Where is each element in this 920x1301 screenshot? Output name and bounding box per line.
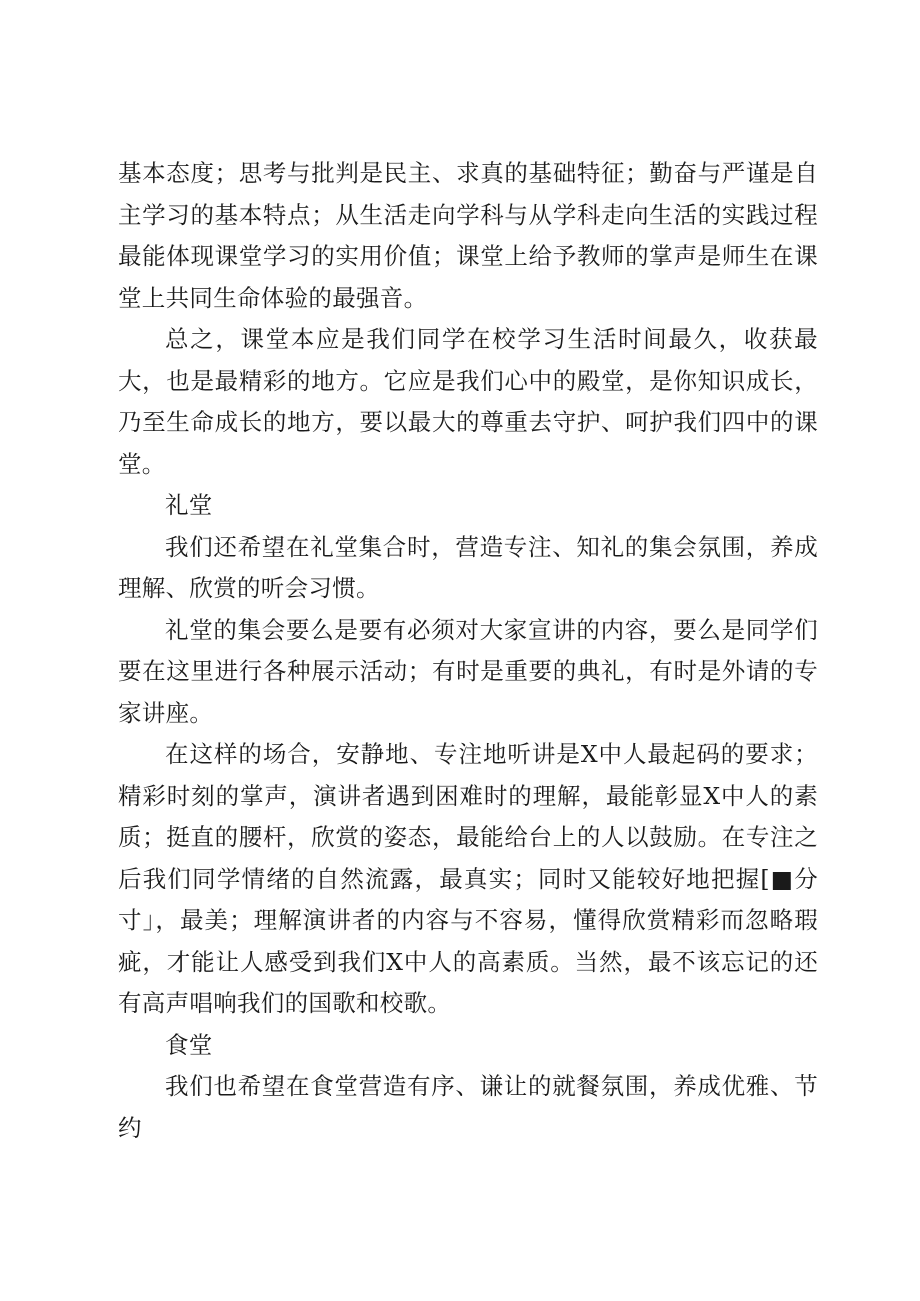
section-heading-canteen: 食堂 [165, 1030, 213, 1059]
paragraph-auditorium-hope: 我们还希望在礼堂集合时，营造专注、知礼的集会氛围，养成理解、欣赏的听会习惯。 [118, 532, 818, 602]
document-page [118, 153, 818, 1149]
paragraph-auditorium-purpose: 礼堂的集会要么是要有必须对大家宣讲的内容，要么是同学们要在这里进行各种展示活动；有时是重要的典礼，有时是外请的专家讲座。 [118, 615, 818, 727]
paragraph-classroom-summary: 总之，课堂本应是我们同学在校学习生活时间最久，收获最大，也是最精彩的地方。它应是我们心中的殿堂，是你知识成长，乃至生命成长的地方，要以最大的尊重去守护、呵护我们四中的课堂。 [118, 325, 818, 478]
paragraph-auditorium-conduct: 在这样的场合，安静地、专注地听讲是X中人最起码的要求；精彩时刻的掌声，演讲者遇到困难时的理解，最能彰显X中人的素质；挺直的腰杆，欣赏的姿态，最能给台上的人以鼓励。在专注之后我们同学情绪的自然流露，最真实；同时又能较好地把握[■分寸」，最美；理解演讲者的内容与不容易，懂得欣赏精彩而忽略瑕疵，才能让人感受到我们X中人的高素质。当然，最不该忘记的还有高声唱响我们的国歌和校歌。 [118, 740, 818, 1017]
section-heading-auditorium: 礼堂 [165, 491, 213, 519]
paragraph-continuation: 基本态度；思考与批判是民主、求真的基础特征；勤奋与严谨是自主学习的基本特点；从生活走向学科与从学科走向生活的实践过程最能体现课堂学习的实用价值；课堂上给予教师的掌声是师生在课堂上共同生命体验的最强音。 [118, 159, 818, 312]
paragraph-canteen-hope: 我们也希望在食堂营造有序、谦让的就餐氛围，养成优雅、节约 [118, 1072, 818, 1142]
